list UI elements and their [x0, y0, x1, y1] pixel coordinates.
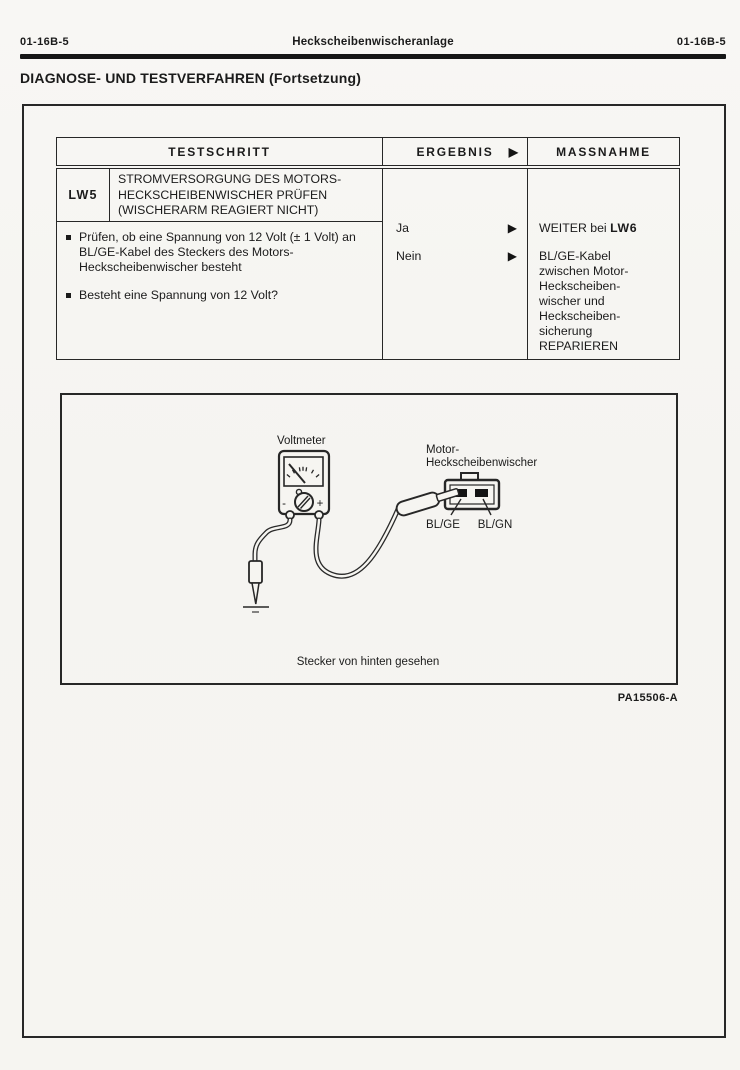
header-rule: [20, 54, 726, 59]
result-answer: Ja: [396, 221, 409, 235]
ergebnis-cell: [383, 168, 528, 360]
result-row-ja: [396, 221, 517, 235]
minus-terminal-label: -: [282, 498, 286, 510]
instruction-item: [66, 288, 372, 303]
testschritt-cell: [56, 168, 383, 360]
action-line: BL/GE-Kabel: [539, 249, 611, 263]
column-header-testschritt: [56, 137, 383, 166]
column-header-label: MASSNAHME: [556, 144, 651, 159]
pin-left-label: BL/GE: [426, 519, 460, 531]
step-code: LW5: [57, 169, 110, 221]
page-code-right: 01-16B-5: [676, 36, 726, 48]
action-line: Heckscheiben-: [539, 309, 621, 323]
bullet-square-icon: [66, 235, 71, 240]
massnahme-cell: [528, 168, 680, 360]
test-lead-left: [243, 520, 290, 612]
arrow-right-icon: ▶: [507, 221, 517, 235]
result-answer: Nein: [396, 249, 422, 263]
lead-wire-core: [316, 507, 399, 576]
instruction-text: Besteht eine Spannung von 12 Volt?: [79, 288, 278, 302]
step-title-line: STROMVERSORGUNG DES MOTORS-: [118, 172, 342, 186]
connector-pin-right: [475, 489, 488, 497]
diagnostic-table: [56, 137, 680, 360]
figure-id: PA15506-A: [617, 692, 678, 704]
action-nein: [539, 249, 675, 354]
test-lead-right: [316, 507, 399, 576]
probe-tip: [252, 583, 259, 604]
chapter-title: Heckscheibenwischeranlage: [292, 36, 454, 48]
action-line: REPARIEREN: [539, 339, 619, 353]
step-title-line: (WISCHERARM REAGIERT NICHT): [118, 203, 319, 217]
column-header-ergebnis: [383, 137, 528, 166]
column-header-massnahme: [528, 137, 680, 166]
section-title: DIAGNOSE- UND TESTVERFAHREN (Fortsetzung): [20, 70, 362, 86]
range-knob-icon: [295, 493, 313, 511]
action-text: WEITER bei: [539, 221, 611, 235]
instruction-item: [66, 230, 372, 275]
plus-terminal-label: +: [316, 498, 324, 510]
column-header-label: ERGEBNIS: [416, 144, 494, 159]
page-code-left: 01-16B-5: [20, 36, 70, 48]
connector-label-line2: Heckscheibenwischer: [426, 457, 538, 469]
result-row-nein: [396, 249, 517, 263]
probe-handle: [249, 561, 262, 583]
step-heading: [57, 169, 382, 222]
figure-caption: Stecker von hinten gesehen: [296, 656, 440, 668]
bullet-square-icon: [66, 293, 71, 298]
action-line: Heckscheiben-: [539, 279, 621, 293]
voltmeter-illustration: [279, 451, 329, 519]
lead-wire: [316, 507, 399, 576]
voltmeter-test-illustration: [62, 395, 676, 683]
column-header-label: TESTSCHRITT: [168, 144, 271, 159]
pin-right-label: BL/GN: [477, 519, 513, 531]
action-ja: [539, 221, 675, 236]
figure-frame: [60, 393, 678, 685]
action-step-code: LW6: [610, 221, 638, 235]
action-line: sicherung: [539, 324, 593, 338]
step-title: [110, 169, 382, 221]
table-header-row: [56, 137, 680, 166]
arrow-right-icon: ▶: [507, 249, 517, 263]
connector-label-line1: Motor-: [426, 444, 460, 456]
step-title-line: HECKSCHEIBENWISCHER PRÜFEN: [118, 187, 328, 202]
boot-sleeve: [395, 491, 441, 517]
arrow-right-icon: ▶: [508, 144, 518, 159]
page-header: [20, 36, 726, 48]
action-line: wischer und: [539, 294, 605, 308]
action-line: zwischen Motor-: [539, 264, 629, 278]
voltmeter-label: Voltmeter: [277, 435, 326, 447]
table-body-row: [56, 168, 680, 360]
instruction-text: Prüfen, ob eine Spannung von 12 Volt (± 1 Volt) an BL/GE-Kabel des Steckers des Motors-Heckscheibenwischer besteht: [79, 230, 356, 274]
step-instructions: [57, 222, 382, 303]
lead-wire-core: [255, 520, 290, 562]
